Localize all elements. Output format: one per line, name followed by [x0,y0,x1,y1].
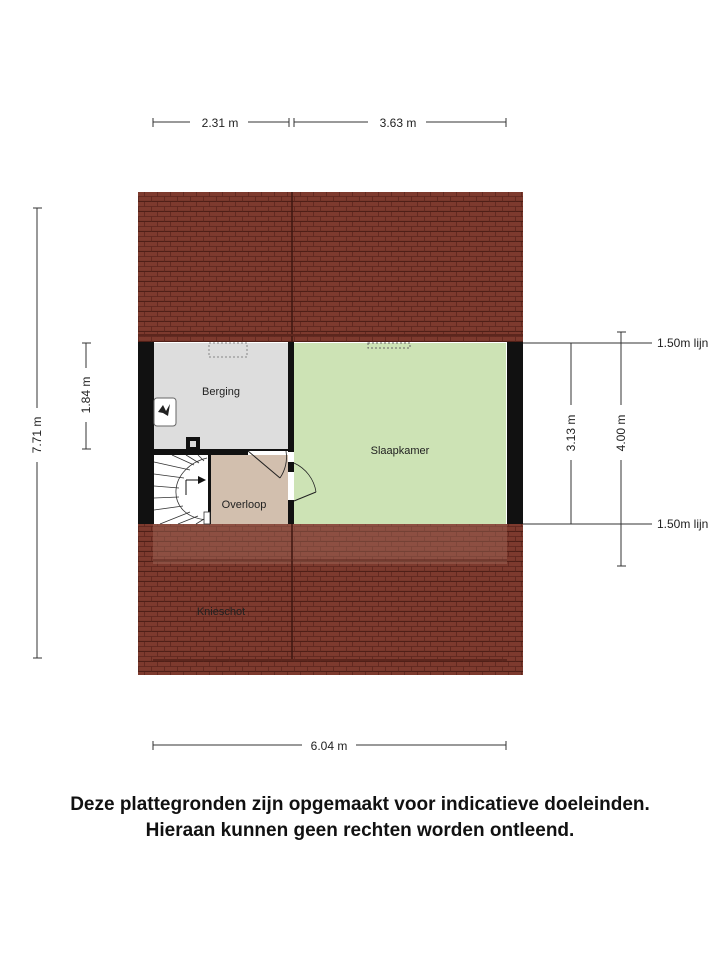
line-label-bottom: 1.50m lijn [657,517,709,531]
dim-right-inner: 3.13 m [564,414,578,452]
wall-right [507,342,523,524]
line-label-top: 1.50m lijn [657,336,709,350]
overloop-room [210,455,288,524]
dim-top-left: 2.31 m [201,116,239,130]
wall-middle [288,342,294,452]
stair-area [154,455,210,524]
disclaimer-line-2: Hieraan kunnen geen rechten worden ontleend. [145,820,575,841]
wall-left [138,342,154,524]
slaapkamer-room [294,343,506,524]
disclaimer [0,792,720,844]
dim-bottom: 6.04 m [310,739,348,753]
label-berging: Berging [202,386,240,398]
label-slaapkamer: Slaapkamer [370,445,430,457]
dim-top-right: 3.63 m [379,116,417,130]
label-knieschot: Knieschot [196,606,246,618]
label-overloop: Overloop [221,499,267,511]
dim-left-inner: 1.84 m [79,376,93,414]
disclaimer-line-1: Deze plattegronden zijn opgemaakt voor indicatieve doeleinden. [70,794,650,815]
dim-right-outer: 4.00 m [614,414,628,452]
dimension-right [523,332,652,566]
boiler-icon [154,398,176,426]
dim-left-total: 7.71 m [30,416,44,454]
roof-top [138,192,523,342]
